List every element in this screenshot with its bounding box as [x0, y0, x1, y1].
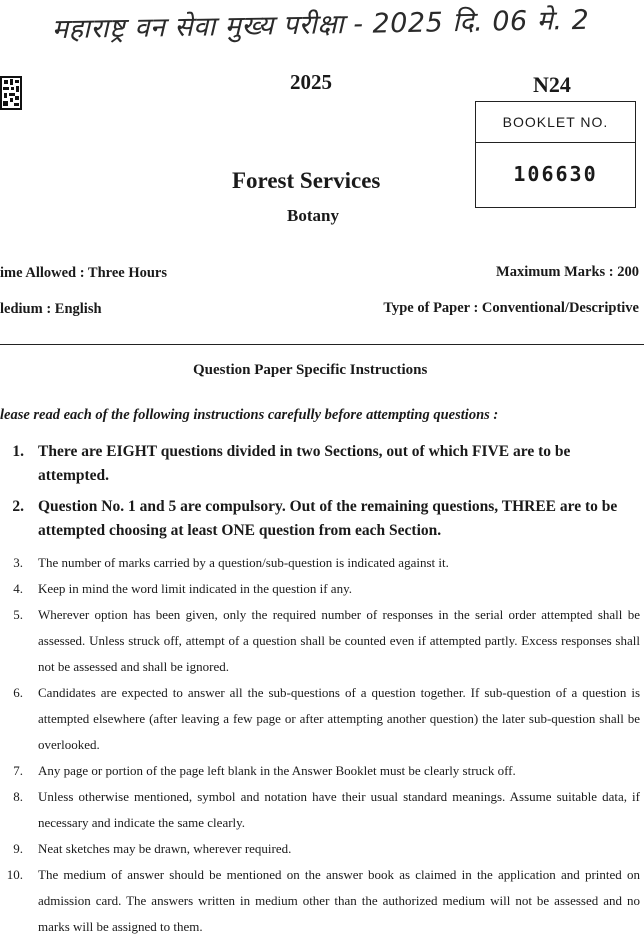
list-item: [0, 550, 640, 576]
item-number: 9.: [13, 841, 23, 856]
exam-year: 2025: [290, 70, 332, 94]
item-number: 2.: [12, 498, 24, 515]
list-item: [0, 836, 640, 862]
paper-code: N24: [533, 72, 571, 97]
item-number: 4.: [13, 581, 23, 596]
item-text: Neat sketches may be drawn, wherever required.: [38, 841, 292, 856]
paper-subject: Botany: [287, 206, 339, 225]
item-number: 6.: [13, 685, 23, 700]
item-text: Wherever option has been given, only the required number of responses in the serial order attempted shall be assessed. Unless struck off, attempt of a question shall be counted even if attempted partly. Excess responses shall not be assessed and shall be ignored.: [38, 607, 640, 674]
item-text: Candidates are expected to answer all the sub-questions of a question together. If sub-question of a question is attempted elsewhere (after leaving a few page or after attempting another question) the later sub-question shall be overlooked.: [38, 685, 640, 752]
list-item: [0, 758, 640, 784]
item-number: 8.: [13, 789, 23, 804]
item-text: There are EIGHT questions divided in two Sections, out of which FIVE are to be attempted.: [38, 443, 571, 484]
item-text: The medium of answer should be mentioned on the answer book as claimed in the application and printed on admission card. The answers written in medium other than the authorized medium will not be assessed and no marks will be assigned to them.: [38, 867, 640, 934]
type-of-paper: Type of Paper : Conventional/Descriptive: [383, 300, 639, 316]
list-item: [0, 576, 640, 602]
item-text: Keep in mind the word limit indicated in the question if any.: [38, 581, 352, 596]
item-text: Any page or portion of the page left blank in the Answer Booklet must be clearly struck off.: [38, 763, 516, 778]
list-item: [0, 680, 640, 758]
instructions-heading: Question Paper Specific Instructions: [193, 362, 428, 378]
maximum-marks: Maximum Marks : 200: [496, 264, 639, 280]
booklet-number: 106630: [513, 162, 598, 186]
item-number: 10.: [6, 867, 23, 882]
item-text: Question No. 1 and 5 are compulsory. Out of the remaining questions, THREE are to be attempted choosing at least ONE question from each Section.: [38, 498, 618, 539]
item-text: The number of marks carried by a question/sub-question is indicated against it.: [38, 555, 449, 570]
instructions-list: [0, 440, 640, 940]
qr-code-icon: [0, 76, 22, 110]
list-item: [0, 440, 640, 488]
divider: [0, 344, 644, 345]
item-text: Unless otherwise mentioned, symbol and notation have their usual standard meanings. Assume suitable data, if necessary and indicate the same clearly.: [38, 789, 640, 830]
paper-title: Forest Services: [232, 168, 381, 193]
item-number: 1.: [12, 443, 24, 460]
booklet-number-box: [475, 101, 636, 208]
time-allowed: ime Allowed : Three Hours: [0, 265, 168, 281]
handwritten-note: महाराष्ट्र वन सेवा मुख्य परीक्षा - 2025 दि. 06 मे. 2: [51, 4, 590, 46]
medium: ledium : English: [0, 301, 102, 317]
item-number: 7.: [13, 763, 23, 778]
list-item: [0, 495, 640, 543]
item-number: 3.: [13, 555, 23, 570]
booklet-label: BOOKLET NO.: [476, 102, 635, 143]
list-item: [0, 602, 640, 680]
item-number: 5.: [13, 607, 23, 622]
list-item: [0, 862, 640, 940]
instructions-intro: lease read each of the following instructions carefully before attempting questions :: [0, 407, 499, 423]
list-item: [0, 784, 640, 836]
